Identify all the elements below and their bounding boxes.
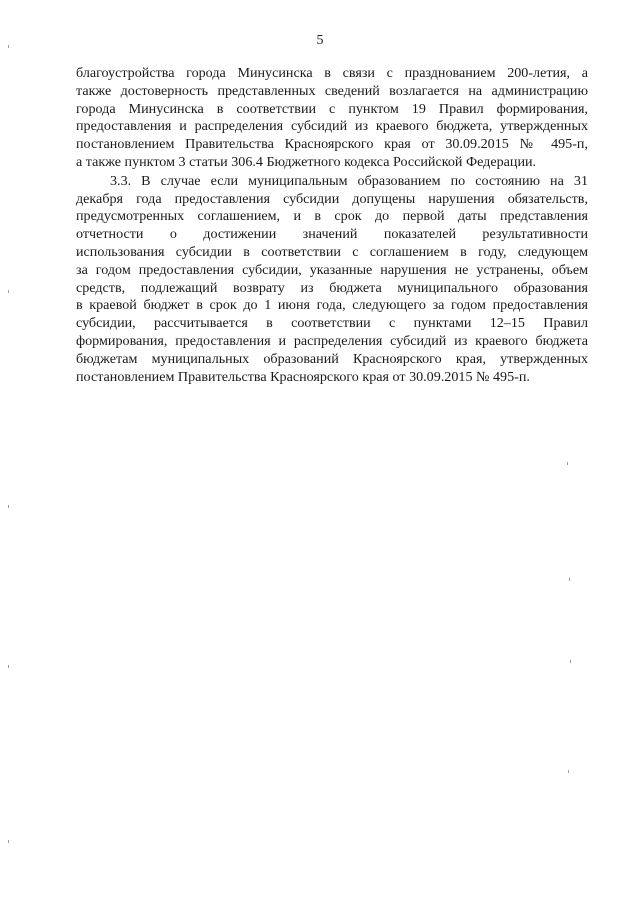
text-line: 3.3. В случае если муниципальным образованием по состоянию на 31 (110, 172, 588, 189)
text-line: предоставления и распределения субсидий из краевого бюджета, утвержденных (76, 118, 588, 135)
scan-artifact (8, 290, 9, 293)
text-line: а также пунктом 3 статьи 306.4 Бюджетного кодекса Российской Федерации. (76, 153, 537, 170)
text-line: постановлением Правительства Красноярского края от 30.09.2015 № 495-п. (76, 368, 530, 385)
text-line: предусмотренных соглашением, и в срок до первой даты представления (76, 208, 588, 225)
text-line: города Минусинска в соответствии с пунктом 19 Правил формирования, (76, 100, 588, 117)
text-line: декабря года предоставления субсидии допущены нарушения обязательств, (76, 190, 588, 207)
text-line: средств, подлежащий возврату из бюджета муниципального образования (76, 279, 588, 296)
text-line: постановлением Правительства Красноярского края от 30.09.2015 № 495-п, (76, 136, 588, 153)
scan-artifact (8, 665, 9, 668)
scan-artifact (568, 770, 569, 773)
paragraph-2 (76, 173, 588, 387)
scan-artifact (570, 660, 571, 663)
document-body (76, 65, 588, 386)
scan-artifact (8, 840, 9, 843)
text-line: формирования, предоставления и распределения субсидий из краевого бюджета (76, 332, 588, 349)
scan-artifact (567, 462, 568, 465)
paragraph-1 (76, 65, 588, 172)
page-number: 5 (316, 33, 324, 48)
text-line: также достоверность представленных сведений возлагается на администрацию (76, 82, 588, 99)
text-line: использования субсидии в соответствии с соглашением в году, следующем (76, 243, 588, 260)
text-line: за годом предоставления субсидии, указанные нарушения не устранены, объем (76, 261, 588, 278)
text-line: субсидии, рассчитывается в соответствии с пунктами 12–15 Правил (76, 315, 588, 332)
text-line: отчетности о достижении значений показателей результативности (76, 226, 588, 243)
text-line: в краевой бюджет в срок до 1 июня года, следующего за годом предоставления (76, 297, 588, 314)
scan-artifact (8, 505, 9, 508)
scan-artifact (569, 578, 570, 581)
text-line: благоустройства города Минусинска в связи с празднованием 200-летия, а (76, 65, 588, 81)
scan-artifact (8, 45, 9, 48)
text-line: бюджетам муниципальных образований Красноярского края, утвержденных (76, 350, 588, 367)
